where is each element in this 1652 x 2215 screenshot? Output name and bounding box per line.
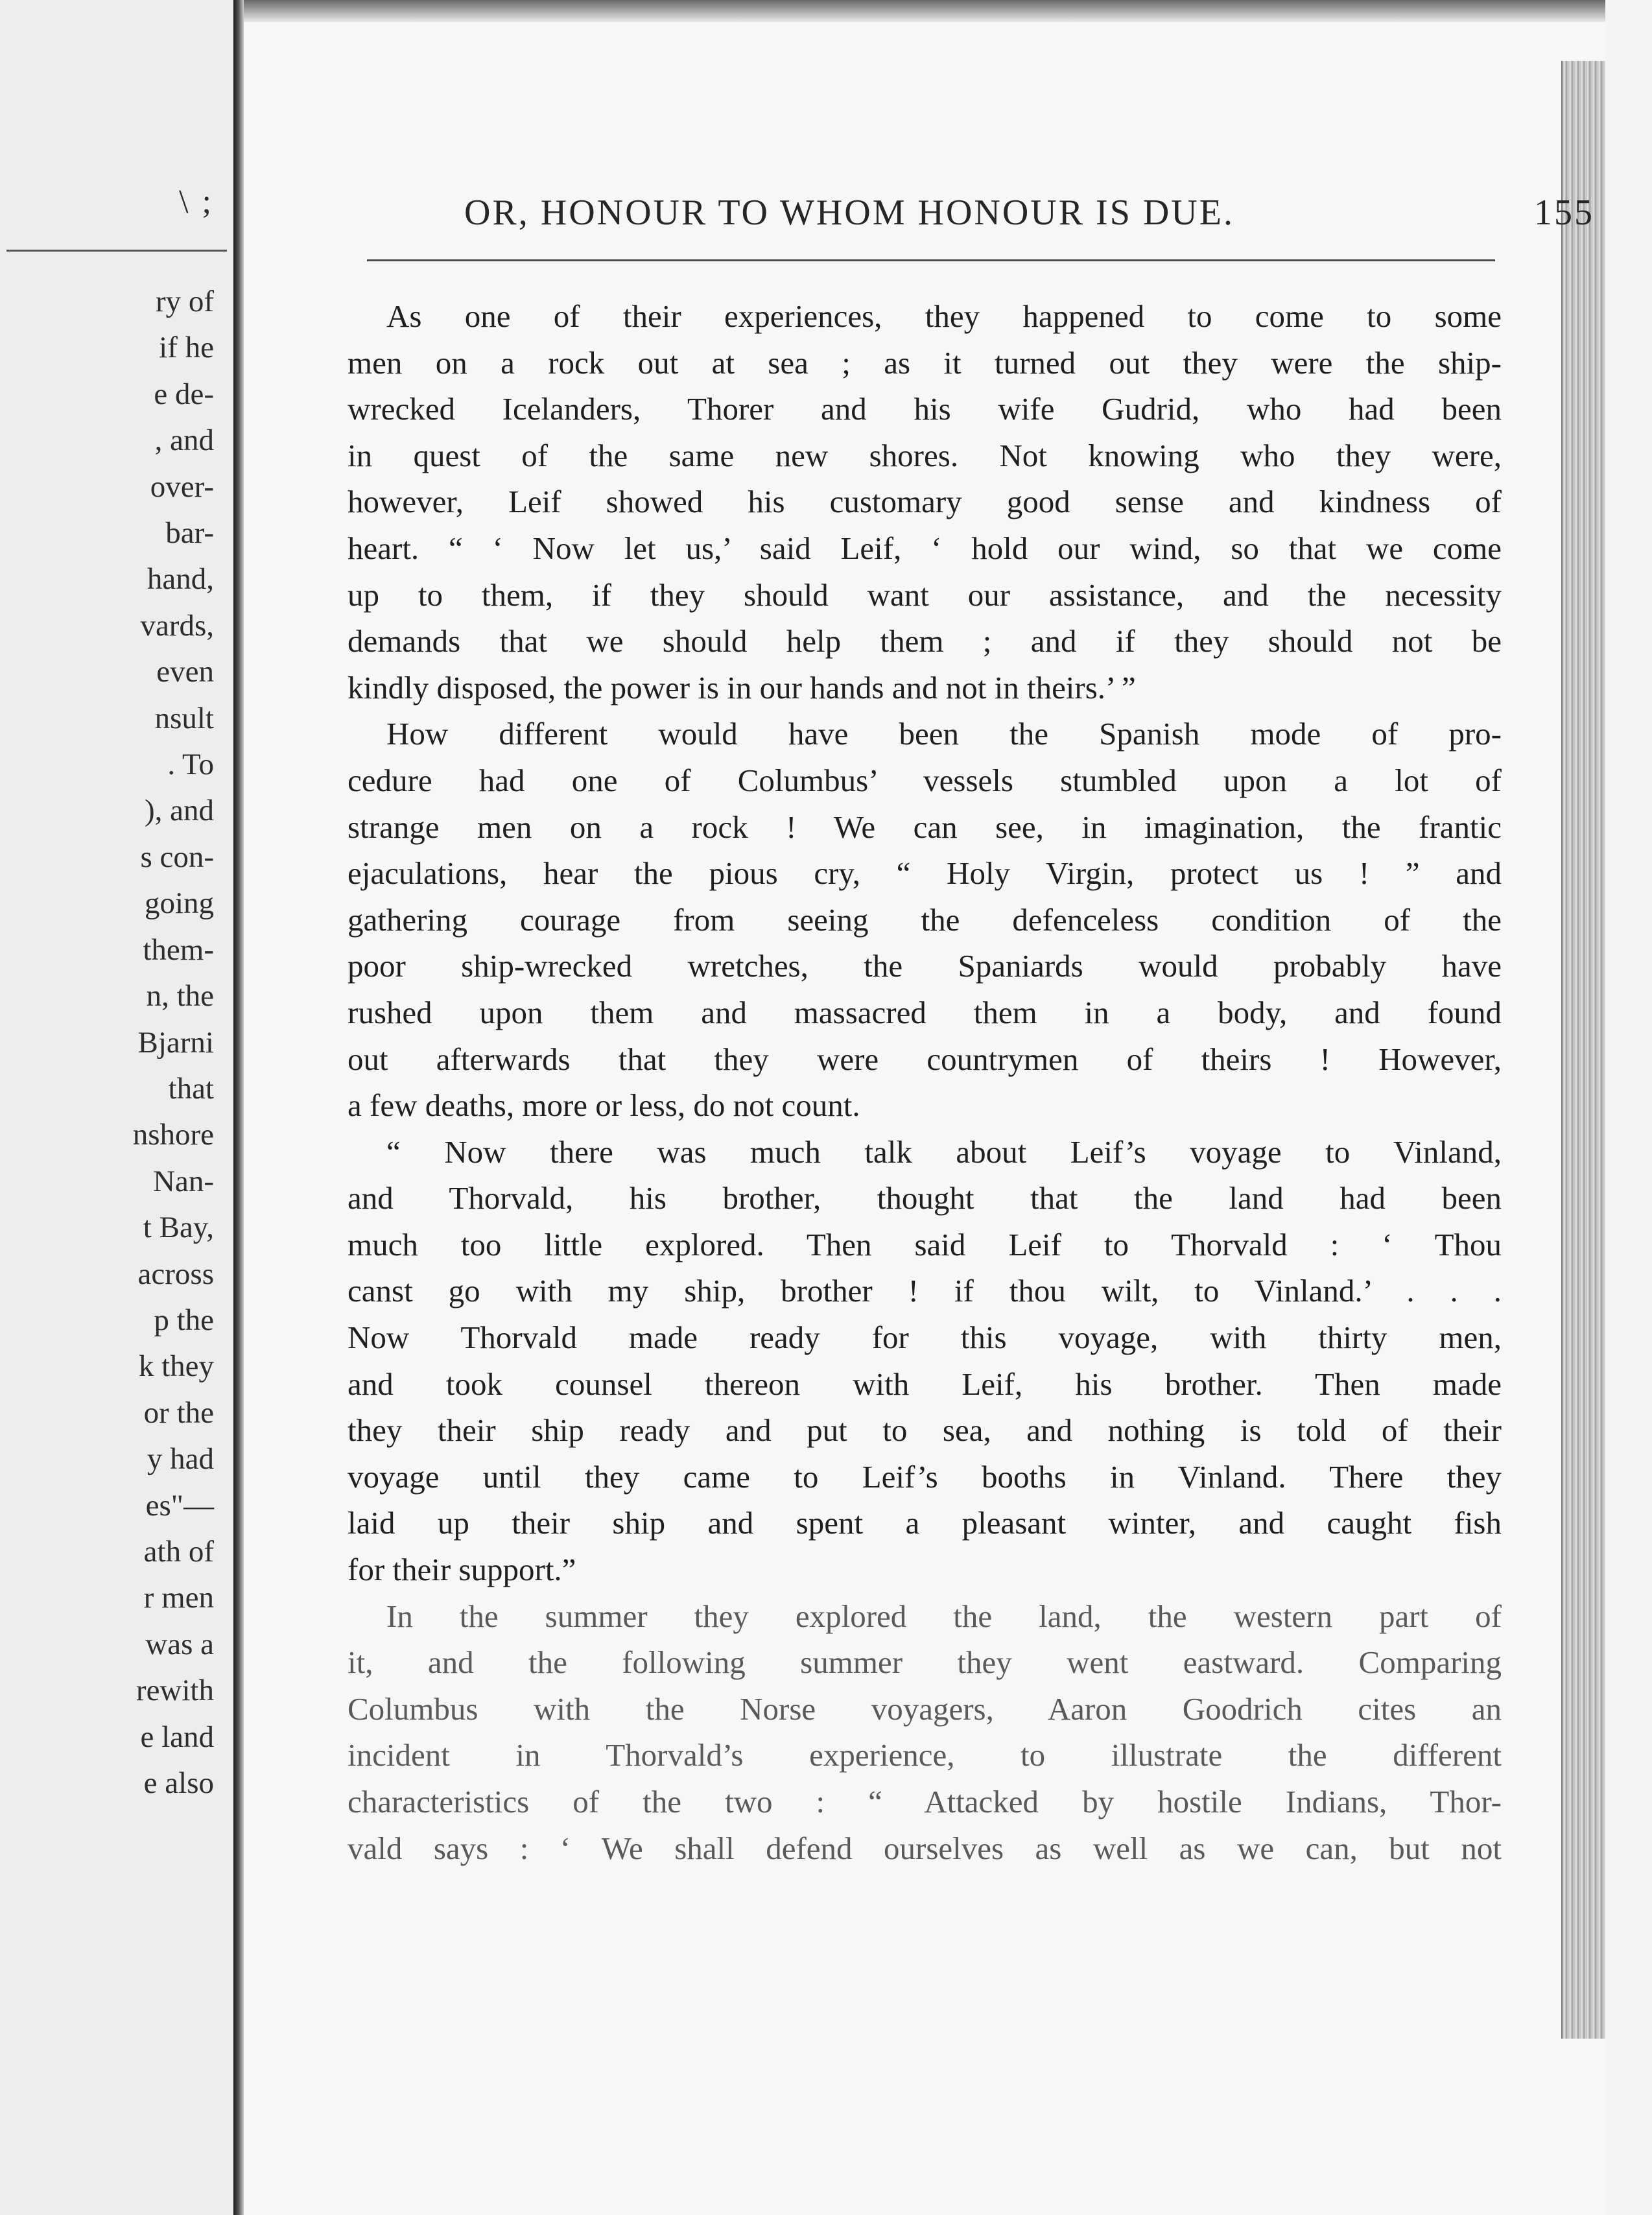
text-line: for their support.”	[348, 1552, 576, 1588]
left-line-fragment: , and	[154, 423, 214, 458]
left-line-fragment: if he	[159, 331, 214, 365]
text-line: canst go with my ship, brother ! if thou wilt, to Vinland.’ . . .	[348, 1273, 1502, 1309]
text-line: rushed upon them and massacred them in a body, and found	[348, 994, 1502, 1030]
text-line: incident in Thorvald’s experience, to illustrate the different	[348, 1737, 1502, 1773]
body-text	[348, 293, 1502, 1871]
left-line-fragment: vards,	[140, 608, 214, 643]
left-line-fragment: bar-	[165, 516, 214, 551]
text-line: vald says : ‘ We shall defend ourselves as well as we can, but not	[348, 1830, 1502, 1866]
left-line-fragment: nsult	[154, 701, 214, 735]
text-line: ejaculations, hear the pious cry, “ Holy Virgin, protect us ! ” and	[348, 855, 1502, 892]
text-line: Columbus with the Norse voyagers, Aaron Goodrich cites an	[348, 1690, 1502, 1727]
left-line-fragment: ath of	[143, 1534, 214, 1569]
text-line: cedure had one of Columbus’ vessels stumbled upon a lot of	[348, 762, 1502, 798]
left-page-line-endings	[6, 279, 214, 1806]
left-line-fragment: k they	[138, 1349, 214, 1384]
left-line-fragment: nshore	[132, 1118, 214, 1152]
text-line: demands that we should help them ; and if they should not be	[348, 623, 1502, 659]
left-line-fragment: es"—	[145, 1488, 214, 1522]
left-line-fragment: e also	[143, 1766, 214, 1800]
text-line: characteristics of the two : “ Attacked by hostile Indians, Thor-	[348, 1784, 1502, 1819]
left-line-fragment: e de-	[154, 377, 214, 411]
text-line: a few deaths, more or less, do not count.	[348, 1087, 860, 1124]
left-line-fragment: e land	[140, 1720, 214, 1754]
left-line-fragment: hand,	[147, 562, 214, 597]
text-line: however, Leif showed his customary good sense and kindness of	[348, 484, 1502, 520]
header-rule	[367, 259, 1495, 261]
text-line: and Thorvald, his brother, thought that the land had been	[348, 1180, 1502, 1216]
left-line-fragment: over-	[150, 469, 214, 504]
left-line-fragment: going	[144, 886, 214, 921]
text-line: men on a rock out at sea ; as it turned out they were the ship-	[348, 344, 1502, 381]
text-line: How different would have been the Spanish mode of pro-	[386, 716, 1502, 752]
left-line-fragment: was a	[145, 1627, 214, 1661]
left-line-fragment: . To	[167, 748, 214, 782]
left-line-fragment: ), and	[144, 794, 214, 828]
left-line-fragment: Nan-	[153, 1164, 214, 1198]
text-line: much too little explored. Then said Leif to Thorvald : ‘ Thou	[348, 1226, 1502, 1262]
text-line: they their ship ready and put to sea, and nothing is told of their	[348, 1412, 1502, 1449]
text-line: Now Thorvald made ready for this voyage, with thirty men,	[348, 1320, 1502, 1356]
text-line: kindly disposed, the power is in our hands and not in theirs.’ ”	[348, 669, 1136, 705]
left-line-fragment: them-	[143, 932, 214, 967]
text-line: and took counsel thereon with Leif, his brother. Then made	[348, 1366, 1502, 1402]
left-line-fragment: p the	[154, 1303, 214, 1337]
left-line-fragment: rewith	[136, 1674, 214, 1708]
top-shadow-band	[244, 0, 1605, 22]
left-line-fragment: t Bay,	[143, 1211, 214, 1245]
right-page	[244, 22, 1605, 2215]
left-line-fragment: s con-	[140, 840, 214, 874]
page-number: 155	[1534, 193, 1594, 233]
left-line-fragment: Bjarni	[137, 1025, 214, 1060]
text-line: heart. “ ‘ Now let us,’ said Leif, ‘ hold our wind, so that we come	[348, 530, 1502, 566]
left-line-fragment: ry of	[155, 285, 214, 318]
text-line: gathering courage from seeing the defenceless condition of the	[348, 901, 1502, 938]
text-line: “ Now there was much talk about Leif’s voyage to Vinland,	[386, 1133, 1502, 1170]
left-facing-page	[0, 0, 236, 2215]
left-line-fragment: or the	[143, 1395, 214, 1430]
left-line-fragment: across	[137, 1257, 214, 1291]
left-line-fragment: even	[156, 655, 214, 689]
text-line: voyage until they came to Leif’s booths in Vinland. There they	[348, 1458, 1502, 1495]
running-header	[464, 192, 1618, 233]
text-line: it, and the following summer they went eastward. Comparing	[348, 1644, 1502, 1681]
left-line-fragment: n, the	[146, 979, 214, 1013]
text-line: up to them, if they should want our assistance, and the necessity	[348, 576, 1502, 613]
book-gutter	[233, 0, 244, 2215]
text-line: wrecked Icelanders, Thorer and his wife Gudrid, who had been	[348, 391, 1502, 427]
text-line: poor ship-wrecked wretches, the Spaniards would probably have	[348, 948, 1502, 984]
left-header-rule	[6, 250, 227, 252]
text-line: strange men on a rock ! We can see, in imagination, the frantic	[348, 809, 1502, 845]
left-page-header-fragment: \ ;	[179, 184, 214, 220]
page-edges	[1561, 61, 1605, 2039]
text-line: In the summer they explored the land, the western part of	[386, 1598, 1502, 1634]
text-line: in quest of the same new shores. Not knowing who they were,	[348, 437, 1502, 473]
left-line-fragment: r men	[143, 1581, 214, 1615]
text-line: out afterwards that they were countrymen of theirs ! However,	[348, 1041, 1502, 1077]
text-line: As one of their experiences, they happened to come to some	[386, 298, 1502, 334]
text-line: laid up their ship and spent a pleasant winter, and caught fish	[348, 1505, 1502, 1541]
running-header-title: OR, HONOUR TO WHOM HONOUR IS DUE.	[464, 193, 1234, 233]
left-line-fragment: that	[168, 1071, 214, 1106]
left-line-fragment: y had	[147, 1442, 214, 1476]
